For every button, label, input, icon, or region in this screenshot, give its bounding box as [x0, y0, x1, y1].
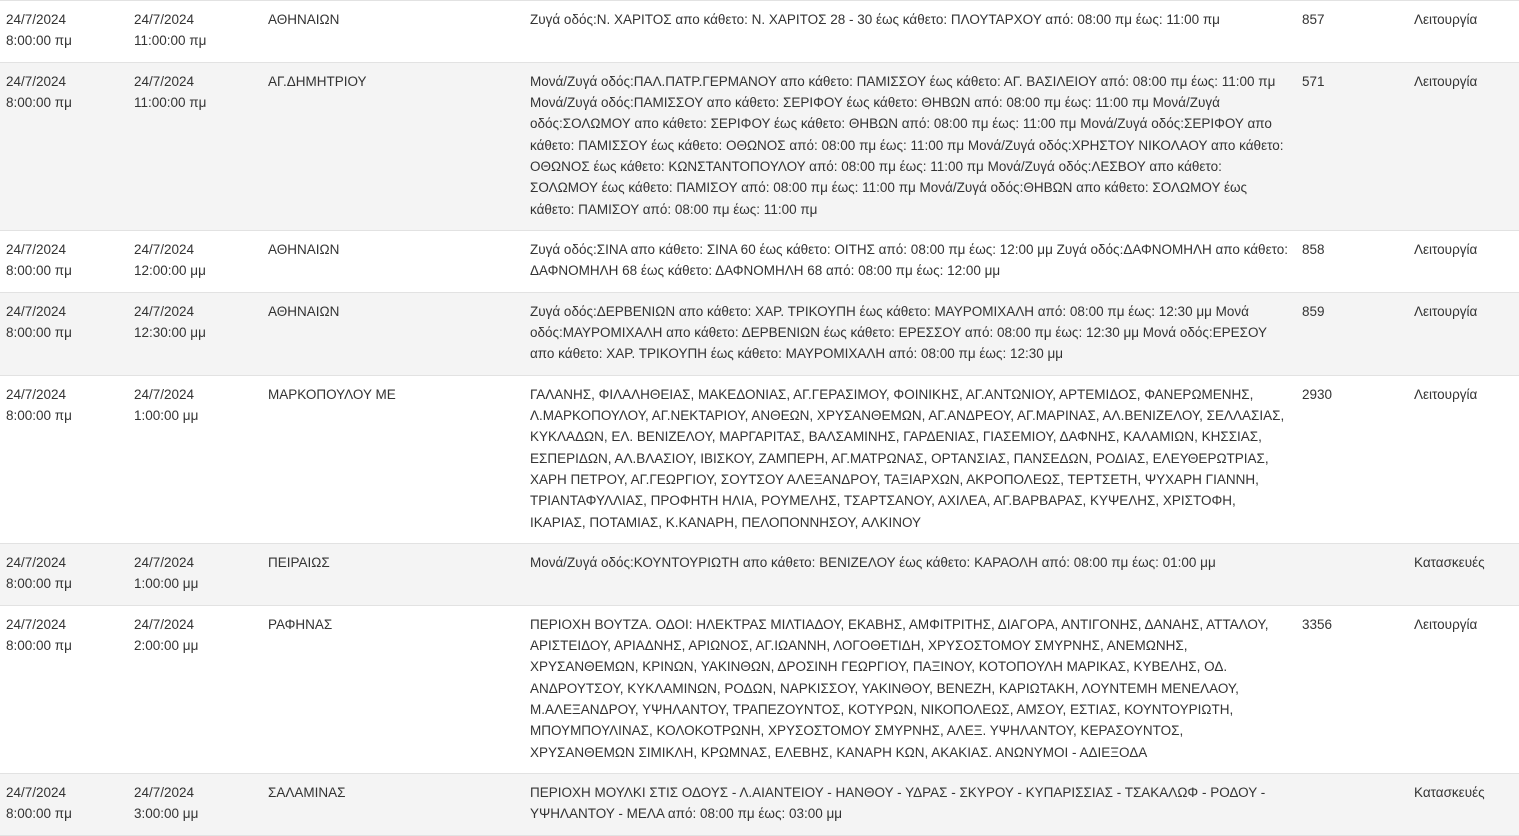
- table-row: [0, 605, 1519, 773]
- row-from-datetime: [0, 773, 128, 835]
- row-area: ΑΘΗΝΑΙΩΝ: [268, 241, 340, 257]
- row-description: Μονά/Ζυγά οδός:ΠΑΛ.ΠΑΤΡ.ΓΕΡΜΑΝΟΥ απο κάθετο: ΠΑΜΙΣΣΟΥ έως κάθετο: ΑΓ. ΒΑΣΙΛΕΙΟΥ από: 08:00 πμ έως: 11:00 πμ Μονά/Ζυγά οδός:ΠΑΜΙΣΣΟΥ απο κάθετο: ΣΕΡΙΦΟΥ έως κάθετο: ΘΗΒΩΝ από: 08:00 πμ έως: 11:00 πμ Μονά/Ζυγά οδός:ΣΟΛΩΜΟΥ απο κάθετο: ΣΕΡΙΦΟΥ έως κάθετο: ΘΗΒΩΝ από: 08:00 πμ έως: 11:00 πμ Μονά/Ζυγά οδός:ΣΕΡΙΦΟΥ απο κάθετο: ΠΑΜΙΣΣΟΥ έως κάθετο: ΟΘΩΝΟΣ από: 08:00 πμ έως: 11:00 πμ Μονά/Ζυγά οδός:ΧΡΗΣΤΟΥ ΝΙΚΟΛΑΟΥ απο κάθετο: ΟΘΩΝΟΣ έως κάθετο: ΚΩΝΣΤΑΝΤΟΠΟΥΛΟΥ από: 08:00 πμ έως: 11:00 πμ Μονά/Ζυγά οδός:ΛΕΣΒΟΥ απο κάθετο: ΣΟΛΩΜΟΥ έως κάθετο: ΠΑΜΙΣΟΥ από: 08:00 πμ έως: 11:00 πμ Μονά/Ζυγά οδός:ΘΗΒΩΝ απο κάθετο: ΣΟΛΩΜΟΥ έως κάθετο: ΠΑΜΙΣΟΥ από: 08:00 πμ έως: 11:00 πμ: [530, 73, 1284, 217]
- table-row: [0, 292, 1519, 375]
- to-time: 3:00:00 μμ: [134, 806, 199, 822]
- row-to-datetime: [128, 62, 262, 230]
- row-from-datetime: [0, 1, 128, 63]
- to-time: 11:00:00 πμ: [134, 94, 207, 110]
- row-area: ΑΘΗΝΑΙΩΝ: [268, 303, 340, 319]
- row-from-datetime: [0, 230, 128, 292]
- row-description: ΠΕΡΙΟΧΗ ΒΟΥΤΖΑ. ΟΔΟΙ: ΗΛΕΚΤΡΑΣ ΜΙΛΤΙΑΔΟΥ, ΕΚΑΒΗΣ, ΑΜΦΙΤΡΙΤΗΣ, ΔΙΑΓΟΡΑ, ΑΝΤΙΓΟΝΗΣ, ΔΑΝΑΗΣ, ΑΤΤΑΛΟΥ, ΑΡΙΣΤΕΙΔΟΥ, ΑΡΙΑΔΝΗΣ, ΑΡΙΩΝΟΣ, ΑΓ.ΙΩΑΝΝΗ, ΛΟΓΟΘΕΤΙΔΗ, ΧΡΥΣΟΣΤΟΜΟΥ ΣΜΥΡΝΗΣ, ΑΝΕΜΩΝΗΣ, ΧΡΥΣΑΝΘΕΜΩΝ, ΚΡΙΝΩΝ, ΥΑΚΙΝΘΩΝ, ΔΡΟΣΙΝΗ ΓΕΩΡΓΙΟΥ, ΠΑΞΙΝΟΥ, ΚΟΤΟΠΟΥΛΗ ΜΑΡΙΚΑΣ, ΚΥΒΕΛΗΣ, ΟΔ. ΑΝΔΡΟΥΤΣΟΥ, ΚΥΚΛΑΜΙΝΩΝ, ΡΟΔΩΝ, ΝΑΡΚΙΣΣΟΥ, ΥΑΚΙΝΘΟΥ, ΒΕΝΕΖΗ, ΚΑΡΙΩΤΑΚΗ, ΛΟΥΝΤΕΜΗ ΜΕΝΕΛΑΟΥ, Μ.ΑΛΕΞΑΝΔΡΟΥ, ΥΨΗΛΑΝΤΟΥ, ΤΡΑΠΕΖΟΥΝΤΟΣ, ΚΟΤΥΡΩΝ, ΝΙΚΟΠΟΛΕΩΣ, ΑΜΣΟΥ, ΕΣΤΙΑΣ, ΚΟΥΝΤΟΥΡΙΩΤΗ, ΜΠΟΥΜΠΟΥΛΙΝΑΣ, ΚΟΛΟΚΟΤΡΩΝΗ, ΧΡΥΣΟΣΤΟΜΟΥ ΣΜΥΡΝΗΣ, ΑΛΕΞ. ΥΨΗΛΑΝΤΟΥ, ΚΕΡΑΣΟΥΝΤΟΣ, ΧΡΥΣΑΝΘΕΜΩΝ ΣΙΜΙΚΛΗ, ΚΡΩΜΝΑΣ, ΕΛΕΒΗΣ, ΚΑΝΑΡΗ ΚΩΝ, ΑΚΑΚΙΑΣ. ΑΝΩΝΥΜΟΙ - ΑΔΙΕΞΟΔΑ: [530, 616, 1269, 760]
- to-date: 24/7/2024: [134, 386, 195, 402]
- row-number: [1296, 773, 1408, 835]
- from-time: 8:00:00 πμ: [6, 637, 72, 653]
- row-description: Ζυγά οδός:ΔΕΡΒΕΝΙΩΝ απο κάθετο: ΧΑΡ. ΤΡΙΚΟΥΠΗ έως κάθετο: ΜΑΥΡΟΜΙΧΑΛΗ από: 08:00 πμ έως: 12:30 μμ Μονά οδός:ΜΑΥΡΟΜΙΧΑΛΗ απο κάθετο: ΔΕΡΒΕΝΙΩΝ έως κάθετο: ΕΡΕΣΣΟΥ από: 08:00 πμ έως: 12:30 μμ Μονά οδός:ΕΡΕΣΟΥ απο κάθετο: ΧΑΡ. ΤΡΙΚΟΥΠΗ έως κάθετο: ΜΑΥΡΟΜΙΧΑΛΗ από: 08:00 πμ έως: 12:30 μμ: [530, 303, 1267, 362]
- row-type: Λειτουργία: [1414, 386, 1478, 402]
- to-date: 24/7/2024: [134, 73, 195, 89]
- row-type: Λειτουργία: [1414, 616, 1478, 632]
- row-to-datetime: [128, 375, 262, 543]
- to-date: 24/7/2024: [134, 784, 195, 800]
- row-area: ΑΓ.ΔΗΜΗΤΡΙΟΥ: [268, 73, 367, 89]
- to-date: 24/7/2024: [134, 616, 195, 632]
- to-date: 24/7/2024: [134, 241, 195, 257]
- row-to-datetime: [128, 605, 262, 773]
- table-row: [0, 62, 1519, 230]
- table-row: [0, 773, 1519, 835]
- row-area: ΠΕΙΡΑΙΩΣ: [268, 554, 330, 570]
- from-date: 24/7/2024: [6, 73, 67, 89]
- row-from-datetime: [0, 292, 128, 375]
- row-number: 2930: [1302, 386, 1333, 402]
- from-time: 8:00:00 πμ: [6, 576, 72, 592]
- to-time: 1:00:00 μμ: [134, 407, 199, 423]
- row-from-datetime: [0, 375, 128, 543]
- from-date: 24/7/2024: [6, 554, 67, 570]
- table-row: [0, 1, 1519, 63]
- table-row: [0, 230, 1519, 292]
- row-description: ΠΕΡΙΟΧΗ ΜΟΥΛΚΙ ΣΤΙΣ ΟΔΟΥΣ - Λ.ΑΙΑΝΤΕΙΟΥ - ΗΑΝΘΟΥ - ΥΔΡΑΣ - ΣΚΥΡΟΥ - ΚΥΠΑΡΙΣΣΙΑΣ - ΤΣΑΚΑΛΩΦ - ΡΟΔΟΥ - ΥΨΗΛΑΝΤΟΥ - ΜΕΛΑ από: 08:00 πμ έως: 03:00 μμ: [530, 784, 1266, 822]
- row-area: ΣΑΛΑΜΙΝΑΣ: [268, 784, 346, 800]
- row-from-datetime: [0, 62, 128, 230]
- row-to-datetime: [128, 773, 262, 835]
- to-date: 24/7/2024: [134, 303, 195, 319]
- row-to-datetime: [128, 292, 262, 375]
- from-date: 24/7/2024: [6, 241, 67, 257]
- row-type: Λειτουργία: [1414, 303, 1478, 319]
- row-to-datetime: [128, 230, 262, 292]
- from-date: 24/7/2024: [6, 616, 67, 632]
- from-time: 8:00:00 πμ: [6, 407, 72, 423]
- row-from-datetime: [0, 605, 128, 773]
- row-from-datetime: [0, 543, 128, 605]
- from-date: 24/7/2024: [6, 303, 67, 319]
- from-time: 8:00:00 πμ: [6, 324, 72, 340]
- row-description: Ζυγά οδός:Ν. ΧΑΡΙΤΟΣ απο κάθετο: Ν. ΧΑΡΙΤΟΣ 28 - 30 έως κάθετο: ΠΛΟΥΤΑΡΧΟΥ από: 08:00 πμ έως: 11:00 πμ: [530, 12, 1220, 27]
- row-number: 859: [1302, 303, 1325, 319]
- table-row: [0, 375, 1519, 543]
- row-number: 571: [1302, 73, 1325, 89]
- from-date: 24/7/2024: [6, 784, 67, 800]
- row-type: Κατασκευές: [1414, 784, 1485, 800]
- to-date: 24/7/2024: [134, 12, 195, 27]
- row-description: Μονά/Ζυγά οδός:ΚΟΥΝΤΟΥΡΙΩΤΗ απο κάθετο: ΒΕΝΙΖΕΛΟΥ έως κάθετο: ΚΑΡΑΟΛΗ από: 08:00 πμ έως: 01:00 μμ: [530, 554, 1216, 570]
- row-type: Λειτουργία: [1414, 12, 1478, 27]
- from-date: 24/7/2024: [6, 386, 67, 402]
- row-type: Κατασκευές: [1414, 554, 1485, 570]
- outage-table-body: [0, 1, 1519, 836]
- to-date: 24/7/2024: [134, 554, 195, 570]
- row-type: Λειτουργία: [1414, 241, 1478, 257]
- to-time: 2:00:00 μμ: [134, 637, 199, 653]
- row-area: ΜΑΡΚΟΠΟΥΛΟΥ ΜΕ: [268, 386, 396, 402]
- row-type: Λειτουργία: [1414, 73, 1478, 89]
- row-number: 857: [1302, 12, 1325, 27]
- from-time: 8:00:00 πμ: [6, 806, 72, 822]
- to-time: 12:00:00 μμ: [134, 263, 206, 279]
- row-number: [1296, 543, 1408, 605]
- to-time: 1:00:00 μμ: [134, 576, 199, 592]
- row-to-datetime: [128, 1, 262, 63]
- from-time: 8:00:00 πμ: [6, 263, 72, 279]
- row-number: 3356: [1302, 616, 1333, 632]
- row-area: ΑΘΗΝΑΙΩΝ: [268, 12, 340, 27]
- row-to-datetime: [128, 543, 262, 605]
- from-time: 8:00:00 πμ: [6, 94, 72, 110]
- row-description: ΓΑΛΑΝΗΣ, ΦΙΛΑΛΗΘΕΙΑΣ, ΜΑΚΕΔΟΝΙΑΣ, ΑΓ.ΓΕΡΑΣΙΜΟΥ, ΦΟΙΝΙΚΗΣ, ΑΓ.ΑΝΤΩΝΙΟΥ, ΑΡΤΕΜΙΔΟΣ, ΦΑΝΕΡΩΜΕΝΗΣ, Λ.ΜΑΡΚΟΠΟΥΛΟΥ, ΑΓ.ΝΕΚΤΑΡΙΟΥ, ΑΝΘΕΩΝ, ΧΡΥΣΑΝΘΕΜΩΝ, ΑΓ.ΑΝΔΡΕΟΥ, ΑΓ.ΜΑΡΙΝΑΣ, ΑΛ.ΒΕΝΙΖΕΛΟΥ, ΣΕΛΛΑΣΙΑΣ, ΚΥΚΛΑΔΩΝ, ΕΛ. ΒΕΝΙΖΕΛΟΥ, ΜΑΡΓΑΡΙΤΑΣ, ΒΑΛΣΑΜΙΝΗΣ, ΓΑΡΔΕΝΙΑΣ, ΓΙΑΣΕΜΙΟΥ, ΔΑΦΝΗΣ, ΚΑΛΑΜΙΩΝ, ΚΗΣΣΙΑΣ, ΕΣΠΕΡΙΔΩΝ, ΑΛ.ΒΛΑΣΙΟΥ, ΙΒΙΣΚΟΥ, ΖΑΜΠΕΡΗ, ΑΓ.ΜΑΤΡΩΝΑΣ, ΟΡΤΑΝΣΙΑΣ, ΠΑΝΣΕΔΩΝ, ΡΟΔΙΑΣ, ΕΛΕΥΘΕΡΩΤΡΙΑΣ, ΧΑΡΗ ΠΕΤΡΟΥ, ΑΓ.ΓΕΩΡΓΙΟΥ, ΣΟΥΤΣΟΥ ΑΛΕΞΑΝΔΡΟΥ, ΤΑΞΙΑΡΧΩΝ, ΑΚΡΟΠΟΛΕΩΣ, ΤΕΡΤΣΕΤΗ, ΨΥΧΑΡΗ ΓΙΑΝΝΗ, ΤΡΙΑΝΤΑΦΥΛΛΙΑΣ, ΠΡΟΦΗΤΗ ΗΛΙΑ, ΡΟΥΜΕΛΗΣ, ΤΣΑΡΤΣΑΝΟΥ, ΑΧΙΛΕΑ, ΑΓ.ΒΑΡΒΑΡΑΣ, ΚΥΨΕΛΗΣ, ΧΡΙΣΤΟΦΗ, ΙΚΑΡΙΑΣ, ΠΟΤΑΜΙΑΣ, Κ.ΚΑΝΑΡΗ, ΠΕΛΟΠΟΝΝΗΣΟΥ, ΑΛΚΙΝΟΥ: [530, 386, 1285, 530]
- row-area: ΡΑΦΗΝΑΣ: [268, 616, 333, 632]
- to-time: 11:00:00 πμ: [134, 33, 207, 49]
- table-row: [0, 543, 1519, 605]
- to-time: 12:30:00 μμ: [134, 324, 206, 340]
- row-number: 858: [1302, 241, 1325, 257]
- from-time: 8:00:00 πμ: [6, 33, 72, 49]
- row-description: Ζυγά οδός:ΣΙΝΑ απο κάθετο: ΣΙΝΑ 60 έως κάθετο: ΟΙΤΗΣ από: 08:00 πμ έως: 12:00 μμ Ζυγά οδός:ΔΑΦΝΟΜΗΛΗ απο κάθετο: ΔΑΦΝΟΜΗΛΗ 68 έως κάθετο: ΔΑΦΝΟΜΗΛΗ 68 από: 08:00 πμ έως: 12:00 μμ: [530, 241, 1288, 279]
- from-date: 24/7/2024: [6, 12, 67, 27]
